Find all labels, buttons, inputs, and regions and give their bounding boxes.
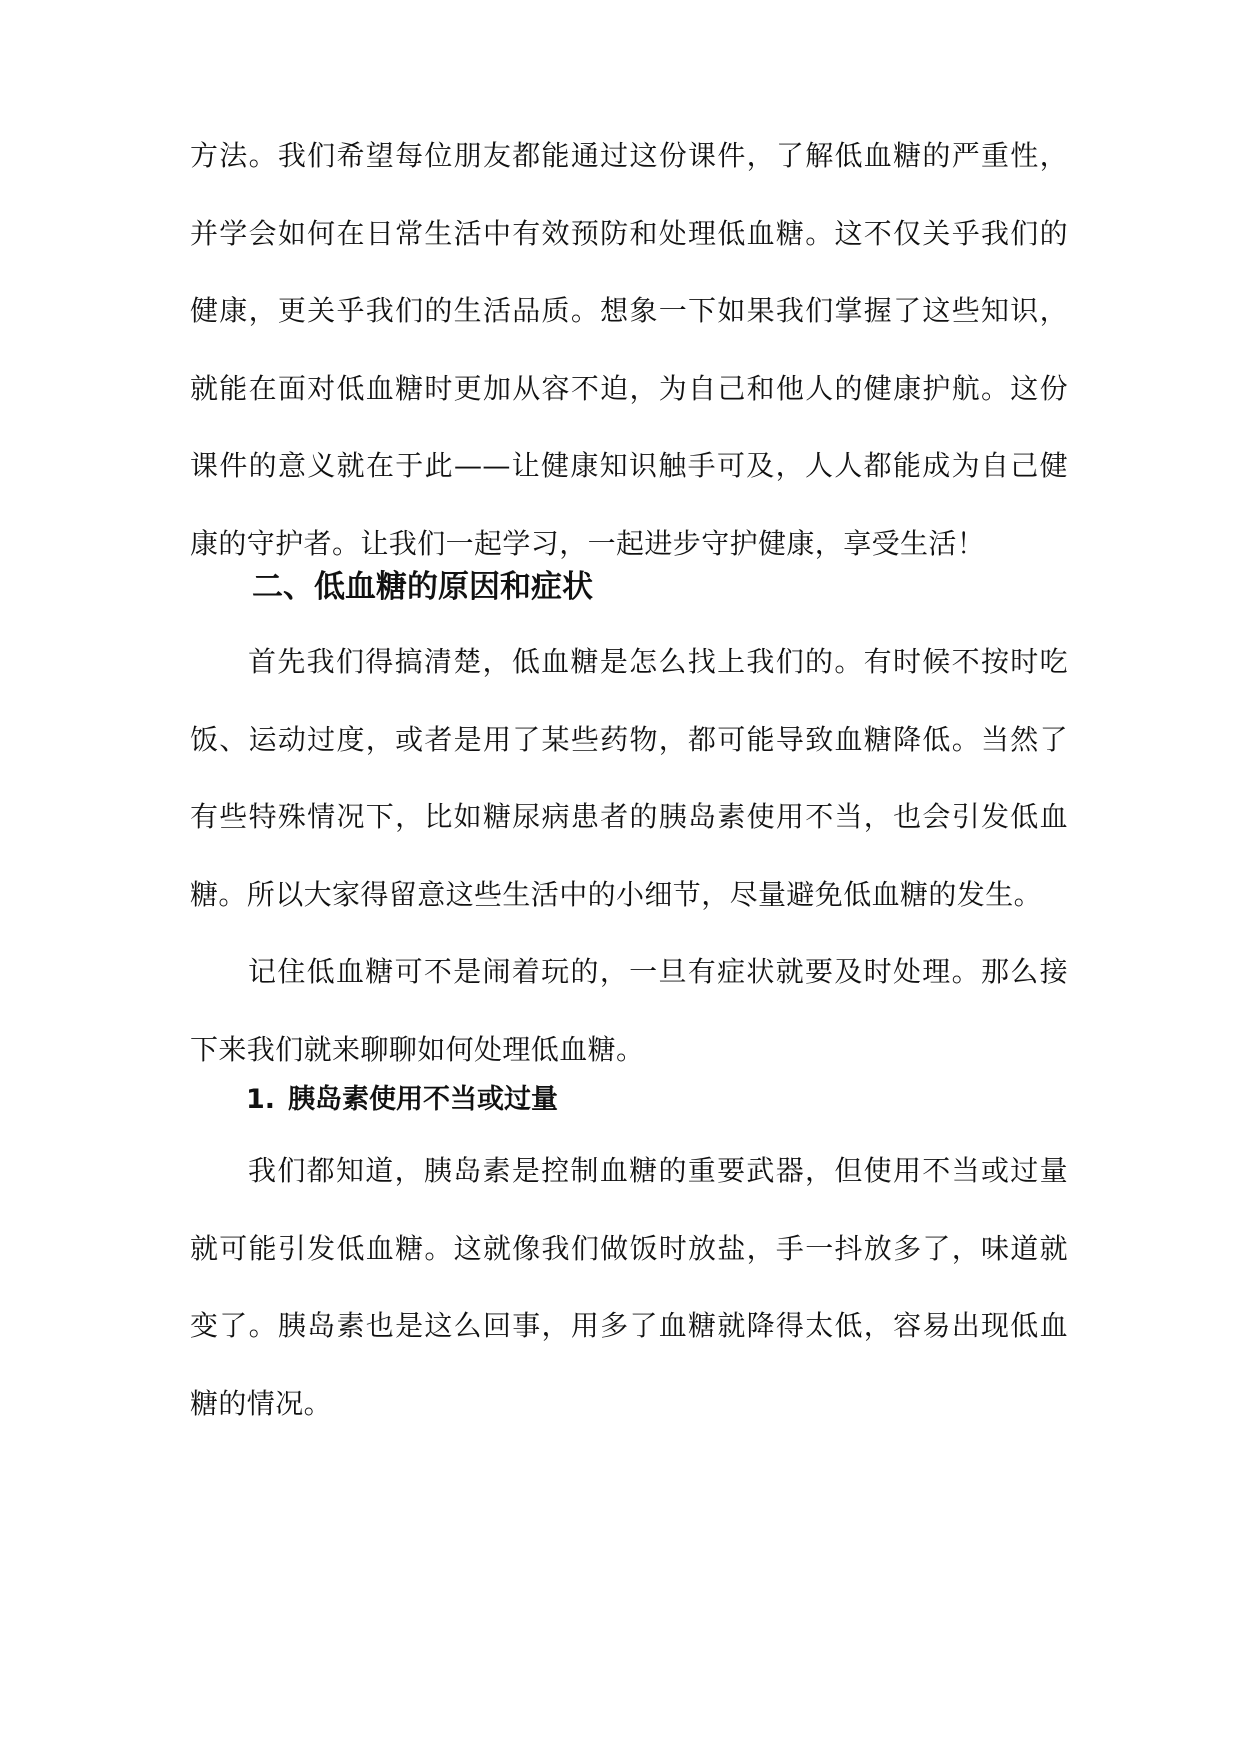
section-paragraph-1: 首先我们得搞清楚，低血糖是怎么找上我们的。有时候不按时吃饭、运动过度，或者是用了某些药物，都可能导致血糖降低。当然了有些特殊情况下，比如糖尿病患者的胰岛素使用不当，也会引发低血糖。所以大家得留意这些生活中的小细节，尽量避免低血糖的发生。 <box>190 645 1068 911</box>
subsection-number: 1. <box>246 1084 276 1115</box>
subsection-heading <box>246 1082 1068 1118</box>
subsection-title: 胰岛素使用不当或过量 <box>288 1084 558 1115</box>
continued-paragraph: 方法。我们希望每位朋友都能通过这份课件，了解低血糖的严重性，并学会如何在日常生活中有效预防和处理低血糖。这不仅关乎我们的健康，更关乎我们的生活品质。想象一下如果我们掌握了这些知识，就能在面对低血糖时更加从容不迫，为自己和他人的健康护航。这份课件的意义就在于此——让健康知识触手可及，人人都能成为自己健康的守护者。让我们一起学习，一起进步守护健康，享受生活！ <box>190 139 1068 560</box>
section-heading: 二、低血糖的原因和症状 <box>252 569 593 605</box>
section-paragraph-2: 记住低血糖可不是闹着玩的，一旦有症状就要及时处理。那么接下来我们就来聊聊如何处理低血糖。 <box>190 955 1068 1066</box>
subsection-paragraph: 我们都知道，胰岛素是控制血糖的重要武器，但使用不当或过量就可能引发低血糖。这就像我们做饭时放盐，手一抖放多了，味道就变了。胰岛素也是这么回事，用多了血糖就降得太低，容易出现低血糖的情况。 <box>190 1154 1068 1420</box>
